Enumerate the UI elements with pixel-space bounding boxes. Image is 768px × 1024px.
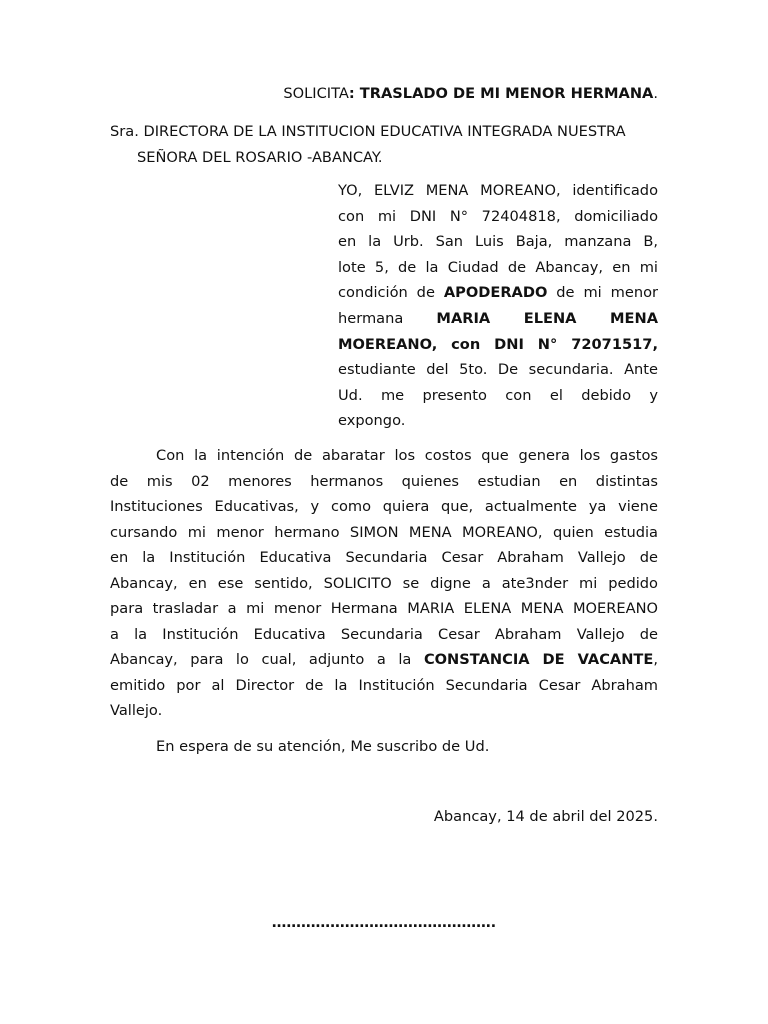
subject-prefix: SOLICITA: [283, 85, 349, 102]
intro-line: [338, 280, 658, 306]
subject-title: : TRASLADO DE MI MENOR HERMANA: [348, 85, 654, 102]
body-line: a la Institución Educativa Secundaria Cesar Abraham Vallejo de: [110, 625, 658, 643]
addressee-line-1: Sra. DIRECTORA DE LA INSTITUCION EDUCATIVA INTEGRADA NUESTRA: [110, 123, 626, 140]
body-paragraph: [110, 443, 658, 724]
body-text: Abancay, para lo cual, adjunto a la: [110, 651, 424, 668]
intro-line: en la Urb. San Luis Baja, manzana B,: [338, 233, 658, 251]
place-date: Abancay, 14 de abril del 2025.: [433, 808, 658, 825]
body-line: Abancay, en ese sentido, SOLICITO se digne a ate3nder mi pedido: [110, 574, 658, 592]
intro-text: hermana: [338, 309, 437, 327]
addressee-line-2: SEÑORA DEL ROSARIO -ABANCAY.: [137, 148, 383, 166]
intro-text: condición de: [338, 284, 444, 302]
body-line: [110, 647, 658, 673]
body-line: Vallejo.: [110, 702, 163, 719]
body-line: de mis 02 menores hermanos quienes estudian en distintas: [110, 472, 658, 490]
subject-period: .: [653, 85, 658, 102]
apoderado-term: APODERADO: [443, 284, 548, 302]
body-line: para trasladar a mi menor Hermana MARIA ELENA MENA MOEREANO: [110, 600, 658, 617]
body-line: en la Institución Educativa Secundaria Cesar Abraham Vallejo de: [110, 549, 658, 566]
body-line: emitido por al Director de la Institución Secundaria Cesar Abraham: [110, 676, 658, 694]
body-text: ,: [653, 651, 658, 668]
subject-line: [110, 84, 658, 104]
signature-line: ……………………………………….: [271, 914, 497, 931]
intro-text: de mi menor: [547, 284, 658, 302]
intro-line: YO, ELVIZ MENA MOREANO, identificado: [338, 182, 658, 199]
constancia-term: CONSTANCIA DE VACANTE: [423, 651, 654, 668]
sister-name-dni: MOEREANO, con DNI N° 72071517,: [338, 335, 658, 353]
sister-name: MARIA ELENA MENA: [436, 309, 659, 327]
closing-line: En espera de su atención, Me suscribo de Ud.: [156, 738, 490, 755]
intro-line: con mi DNI N° 72404818, domiciliado: [338, 207, 658, 225]
body-line: Con la intención de abaratar los costos que genera los gastos: [156, 447, 658, 464]
intro-line: expongo.: [338, 412, 406, 430]
intro-line: estudiante del 5to. De secundaria. Ante: [338, 361, 658, 379]
body-line: Instituciones Educativas, y como quiera que, actualmente ya viene: [110, 498, 658, 515]
intro-line: [338, 306, 658, 332]
addressee: [110, 119, 658, 170]
body-line: cursando mi menor hermano SIMON MENA MOREANO, quien estudia: [110, 523, 658, 541]
intro-line: lote 5, de la Ciudad de Abancay, en mi: [338, 258, 658, 276]
intro-paragraph: [338, 178, 658, 434]
intro-line: Ud. me presento con el debido y: [338, 386, 658, 404]
